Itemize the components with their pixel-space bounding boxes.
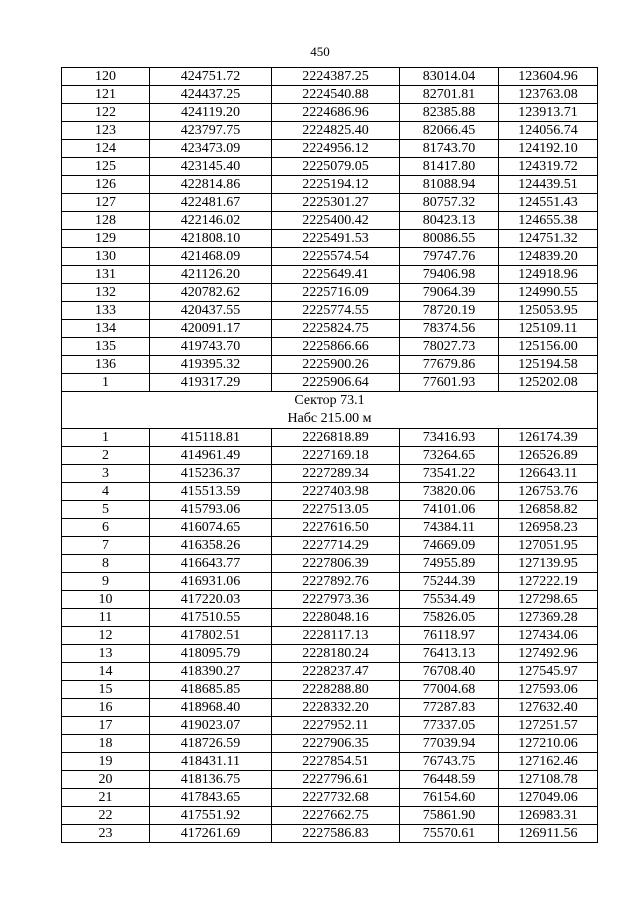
cell-local-y: 125202.08	[499, 374, 598, 392]
cell-y-coordinate: 2225716.09	[272, 284, 400, 302]
cell-local-x: 78027.73	[400, 338, 499, 356]
cell-x-coordinate: 418431.11	[150, 753, 272, 771]
cell-y-coordinate: 2227952.11	[272, 717, 400, 735]
table-row	[62, 537, 598, 555]
cell-local-y: 126526.89	[499, 447, 598, 465]
cell-x-coordinate: 419023.07	[150, 717, 272, 735]
table-row	[62, 681, 598, 699]
cell-local-x: 74384.11	[400, 519, 499, 537]
cell-local-y: 124439.51	[499, 176, 598, 194]
cell-y-coordinate: 2225574.54	[272, 248, 400, 266]
table-row	[62, 429, 598, 447]
cell-point-number: 12	[62, 627, 150, 645]
cell-point-number: 8	[62, 555, 150, 573]
cell-local-y: 127049.06	[499, 789, 598, 807]
cell-y-coordinate: 2227892.76	[272, 573, 400, 591]
cell-local-y: 127162.46	[499, 753, 598, 771]
cell-x-coordinate: 417261.69	[150, 825, 272, 843]
cell-point-number: 21	[62, 789, 150, 807]
cell-local-y: 123763.08	[499, 86, 598, 104]
cell-local-x: 80086.55	[400, 230, 499, 248]
cell-x-coordinate: 414961.49	[150, 447, 272, 465]
table-row	[62, 320, 598, 338]
cell-y-coordinate: 2227586.83	[272, 825, 400, 843]
table-row	[62, 447, 598, 465]
cell-point-number: 22	[62, 807, 150, 825]
cell-y-coordinate: 2227714.29	[272, 537, 400, 555]
cell-point-number: 131	[62, 266, 150, 284]
cell-y-coordinate: 2228332.20	[272, 699, 400, 717]
cell-y-coordinate: 2228237.47	[272, 663, 400, 681]
table-row	[62, 591, 598, 609]
cell-local-y: 125194.58	[499, 356, 598, 374]
cell-x-coordinate: 423473.09	[150, 140, 272, 158]
cell-y-coordinate: 2227973.36	[272, 591, 400, 609]
cell-y-coordinate: 2227732.68	[272, 789, 400, 807]
page-number: 450	[310, 44, 330, 59]
cell-local-y: 126983.31	[499, 807, 598, 825]
table-row	[62, 356, 598, 374]
cell-y-coordinate: 2227796.61	[272, 771, 400, 789]
cell-y-coordinate: 2225906.64	[272, 374, 400, 392]
cell-local-x: 80757.32	[400, 194, 499, 212]
cell-point-number: 136	[62, 356, 150, 374]
cell-point-number: 23	[62, 825, 150, 843]
cell-x-coordinate: 416643.77	[150, 555, 272, 573]
cell-point-number: 20	[62, 771, 150, 789]
cell-y-coordinate: 2224686.96	[272, 104, 400, 122]
cell-y-coordinate: 2227854.51	[272, 753, 400, 771]
cell-x-coordinate: 421126.20	[150, 266, 272, 284]
cell-local-y: 124192.10	[499, 140, 598, 158]
table-row	[62, 374, 598, 392]
cell-point-number: 15	[62, 681, 150, 699]
table-row	[62, 825, 598, 843]
cell-point-number: 2	[62, 447, 150, 465]
cell-local-y: 126753.76	[499, 483, 598, 501]
cell-local-y: 127545.97	[499, 663, 598, 681]
cell-x-coordinate: 422146.02	[150, 212, 272, 230]
cell-y-coordinate: 2224825.40	[272, 122, 400, 140]
cell-local-y: 124839.20	[499, 248, 598, 266]
table-row	[62, 122, 598, 140]
cell-point-number: 134	[62, 320, 150, 338]
table-row	[62, 555, 598, 573]
cell-local-x: 83014.04	[400, 68, 499, 86]
table-body-after-sector	[62, 429, 598, 843]
table-row	[62, 104, 598, 122]
cell-y-coordinate: 2225301.27	[272, 194, 400, 212]
cell-x-coordinate: 423145.40	[150, 158, 272, 176]
table-row	[62, 753, 598, 771]
cell-local-y: 124551.43	[499, 194, 598, 212]
cell-point-number: 128	[62, 212, 150, 230]
cell-local-x: 81088.94	[400, 176, 499, 194]
cell-local-y: 127492.96	[499, 645, 598, 663]
cell-point-number: 1	[62, 429, 150, 447]
cell-x-coordinate: 416074.65	[150, 519, 272, 537]
sector-header-row	[62, 392, 598, 429]
cell-y-coordinate: 2227169.18	[272, 447, 400, 465]
cell-local-x: 75826.05	[400, 609, 499, 627]
cell-local-x: 75861.90	[400, 807, 499, 825]
cell-local-x: 73820.06	[400, 483, 499, 501]
table-row	[62, 609, 598, 627]
cell-point-number: 11	[62, 609, 150, 627]
cell-y-coordinate: 2227616.50	[272, 519, 400, 537]
cell-y-coordinate: 2224956.12	[272, 140, 400, 158]
cell-x-coordinate: 419317.29	[150, 374, 272, 392]
sector-header-group	[62, 392, 598, 429]
cell-x-coordinate: 418726.59	[150, 735, 272, 753]
cell-x-coordinate: 415236.37	[150, 465, 272, 483]
table-row	[62, 627, 598, 645]
cell-x-coordinate: 421808.10	[150, 230, 272, 248]
cell-y-coordinate: 2228117.13	[272, 627, 400, 645]
cell-point-number: 10	[62, 591, 150, 609]
cell-local-y: 127210.06	[499, 735, 598, 753]
cell-y-coordinate: 2227513.05	[272, 501, 400, 519]
table-row	[62, 266, 598, 284]
cell-x-coordinate: 415118.81	[150, 429, 272, 447]
table-row	[62, 338, 598, 356]
coordinates-table	[61, 67, 598, 843]
cell-point-number: 121	[62, 86, 150, 104]
cell-x-coordinate: 418390.27	[150, 663, 272, 681]
cell-local-x: 79064.39	[400, 284, 499, 302]
cell-local-x: 73416.93	[400, 429, 499, 447]
cell-local-y: 127251.57	[499, 717, 598, 735]
cell-local-y: 127298.65	[499, 591, 598, 609]
cell-local-x: 74669.09	[400, 537, 499, 555]
table-row	[62, 501, 598, 519]
cell-local-x: 76154.60	[400, 789, 499, 807]
cell-local-x: 77337.05	[400, 717, 499, 735]
cell-point-number: 1	[62, 374, 150, 392]
cell-local-x: 75534.49	[400, 591, 499, 609]
sector-header	[62, 392, 598, 429]
table-body-before-sector	[62, 68, 598, 392]
table-row	[62, 86, 598, 104]
cell-x-coordinate: 418095.79	[150, 645, 272, 663]
cell-point-number: 19	[62, 753, 150, 771]
table-row	[62, 284, 598, 302]
table-row	[62, 807, 598, 825]
cell-local-x: 77287.83	[400, 699, 499, 717]
cell-local-x: 76743.75	[400, 753, 499, 771]
table-row	[62, 645, 598, 663]
table-row	[62, 140, 598, 158]
cell-y-coordinate: 2228180.24	[272, 645, 400, 663]
cell-local-x: 77039.94	[400, 735, 499, 753]
table-row	[62, 302, 598, 320]
table-row	[62, 230, 598, 248]
cell-point-number: 4	[62, 483, 150, 501]
table-row	[62, 573, 598, 591]
cell-y-coordinate: 2225079.05	[272, 158, 400, 176]
cell-y-coordinate: 2227403.98	[272, 483, 400, 501]
cell-local-y: 125053.95	[499, 302, 598, 320]
cell-point-number: 133	[62, 302, 150, 320]
cell-local-x: 77004.68	[400, 681, 499, 699]
cell-local-x: 76413.13	[400, 645, 499, 663]
cell-local-y: 124990.55	[499, 284, 598, 302]
cell-y-coordinate: 2225491.53	[272, 230, 400, 248]
table-row	[62, 663, 598, 681]
cell-x-coordinate: 415793.06	[150, 501, 272, 519]
cell-local-y: 126858.82	[499, 501, 598, 519]
cell-local-x: 78720.19	[400, 302, 499, 320]
table-row	[62, 212, 598, 230]
cell-local-x: 76448.59	[400, 771, 499, 789]
cell-y-coordinate: 2225824.75	[272, 320, 400, 338]
cell-y-coordinate: 2225774.55	[272, 302, 400, 320]
cell-x-coordinate: 420437.55	[150, 302, 272, 320]
cell-local-x: 82701.81	[400, 86, 499, 104]
cell-x-coordinate: 420782.62	[150, 284, 272, 302]
cell-local-y: 124918.96	[499, 266, 598, 284]
cell-y-coordinate: 2225866.66	[272, 338, 400, 356]
cell-local-x: 76708.40	[400, 663, 499, 681]
cell-local-y: 124655.38	[499, 212, 598, 230]
sector-name: Сектор 73.1	[294, 393, 365, 408]
cell-local-x: 75244.39	[400, 573, 499, 591]
cell-point-number: 122	[62, 104, 150, 122]
cell-y-coordinate: 2228048.16	[272, 609, 400, 627]
cell-y-coordinate: 2227806.39	[272, 555, 400, 573]
cell-y-coordinate: 2226818.89	[272, 429, 400, 447]
table-row	[62, 68, 598, 86]
cell-local-y: 127139.95	[499, 555, 598, 573]
table-row	[62, 194, 598, 212]
table-row	[62, 248, 598, 266]
cell-x-coordinate: 417220.03	[150, 591, 272, 609]
cell-local-x: 82066.45	[400, 122, 499, 140]
cell-local-x: 79406.98	[400, 266, 499, 284]
table-row	[62, 465, 598, 483]
cell-point-number: 120	[62, 68, 150, 86]
cell-local-x: 77601.93	[400, 374, 499, 392]
cell-local-x: 81417.80	[400, 158, 499, 176]
cell-x-coordinate: 418968.40	[150, 699, 272, 717]
table-row	[62, 789, 598, 807]
cell-local-y: 125109.11	[499, 320, 598, 338]
cell-local-y: 127051.95	[499, 537, 598, 555]
cell-local-x: 78374.56	[400, 320, 499, 338]
cell-local-x: 73541.22	[400, 465, 499, 483]
table-row	[62, 699, 598, 717]
cell-x-coordinate: 423797.75	[150, 122, 272, 140]
cell-x-coordinate: 417802.51	[150, 627, 272, 645]
cell-point-number: 126	[62, 176, 150, 194]
cell-x-coordinate: 418685.85	[150, 681, 272, 699]
cell-local-y: 124319.72	[499, 158, 598, 176]
cell-x-coordinate: 415513.59	[150, 483, 272, 501]
cell-x-coordinate: 417843.65	[150, 789, 272, 807]
cell-x-coordinate: 418136.75	[150, 771, 272, 789]
cell-point-number: 132	[62, 284, 150, 302]
cell-point-number: 130	[62, 248, 150, 266]
cell-x-coordinate: 416358.26	[150, 537, 272, 555]
cell-x-coordinate: 420091.17	[150, 320, 272, 338]
table-row	[62, 735, 598, 753]
cell-point-number: 129	[62, 230, 150, 248]
table-row	[62, 483, 598, 501]
cell-x-coordinate: 422481.67	[150, 194, 272, 212]
cell-x-coordinate: 422814.86	[150, 176, 272, 194]
cell-x-coordinate: 424119.20	[150, 104, 272, 122]
cell-local-y: 127222.19	[499, 573, 598, 591]
cell-local-x: 76118.97	[400, 627, 499, 645]
cell-point-number: 17	[62, 717, 150, 735]
cell-y-coordinate: 2225649.41	[272, 266, 400, 284]
cell-local-y: 123604.96	[499, 68, 598, 86]
cell-y-coordinate: 2227906.35	[272, 735, 400, 753]
cell-point-number: 18	[62, 735, 150, 753]
cell-point-number: 135	[62, 338, 150, 356]
cell-y-coordinate: 2225900.26	[272, 356, 400, 374]
cell-point-number: 14	[62, 663, 150, 681]
cell-point-number: 3	[62, 465, 150, 483]
sector-elevation: Набс 215.00 м	[287, 411, 372, 426]
cell-local-y: 124056.74	[499, 122, 598, 140]
cell-point-number: 123	[62, 122, 150, 140]
table-row	[62, 519, 598, 537]
cell-point-number: 13	[62, 645, 150, 663]
cell-local-y: 127369.28	[499, 609, 598, 627]
table-row	[62, 158, 598, 176]
cell-point-number: 5	[62, 501, 150, 519]
cell-local-x: 80423.13	[400, 212, 499, 230]
cell-point-number: 16	[62, 699, 150, 717]
cell-x-coordinate: 417510.55	[150, 609, 272, 627]
cell-local-y: 123913.71	[499, 104, 598, 122]
cell-x-coordinate: 419743.70	[150, 338, 272, 356]
cell-point-number: 127	[62, 194, 150, 212]
cell-local-x: 82385.88	[400, 104, 499, 122]
cell-x-coordinate: 417551.92	[150, 807, 272, 825]
cell-local-x: 75570.61	[400, 825, 499, 843]
cell-local-y: 126911.56	[499, 825, 598, 843]
cell-y-coordinate: 2227289.34	[272, 465, 400, 483]
cell-x-coordinate: 416931.06	[150, 573, 272, 591]
cell-local-y: 127108.78	[499, 771, 598, 789]
cell-point-number: 7	[62, 537, 150, 555]
cell-point-number: 6	[62, 519, 150, 537]
cell-x-coordinate: 421468.09	[150, 248, 272, 266]
cell-local-y: 125156.00	[499, 338, 598, 356]
cell-local-x: 74101.06	[400, 501, 499, 519]
cell-local-x: 79747.76	[400, 248, 499, 266]
cell-point-number: 124	[62, 140, 150, 158]
cell-x-coordinate: 419395.32	[150, 356, 272, 374]
cell-local-x: 77679.86	[400, 356, 499, 374]
cell-y-coordinate: 2225400.42	[272, 212, 400, 230]
cell-local-y: 126958.23	[499, 519, 598, 537]
cell-y-coordinate: 2224387.25	[272, 68, 400, 86]
cell-x-coordinate: 424437.25	[150, 86, 272, 104]
table-row	[62, 771, 598, 789]
cell-local-x: 73264.65	[400, 447, 499, 465]
cell-local-y: 126174.39	[499, 429, 598, 447]
cell-local-y: 127434.06	[499, 627, 598, 645]
cell-y-coordinate: 2224540.88	[272, 86, 400, 104]
cell-x-coordinate: 424751.72	[150, 68, 272, 86]
cell-y-coordinate: 2225194.12	[272, 176, 400, 194]
cell-local-x: 74955.89	[400, 555, 499, 573]
cell-point-number: 125	[62, 158, 150, 176]
cell-local-y: 126643.11	[499, 465, 598, 483]
cell-local-y: 124751.32	[499, 230, 598, 248]
cell-point-number: 9	[62, 573, 150, 591]
table-row	[62, 176, 598, 194]
cell-y-coordinate: 2227662.75	[272, 807, 400, 825]
cell-local-y: 127593.06	[499, 681, 598, 699]
cell-local-y: 127632.40	[499, 699, 598, 717]
table-row	[62, 717, 598, 735]
cell-y-coordinate: 2228288.80	[272, 681, 400, 699]
cell-local-x: 81743.70	[400, 140, 499, 158]
